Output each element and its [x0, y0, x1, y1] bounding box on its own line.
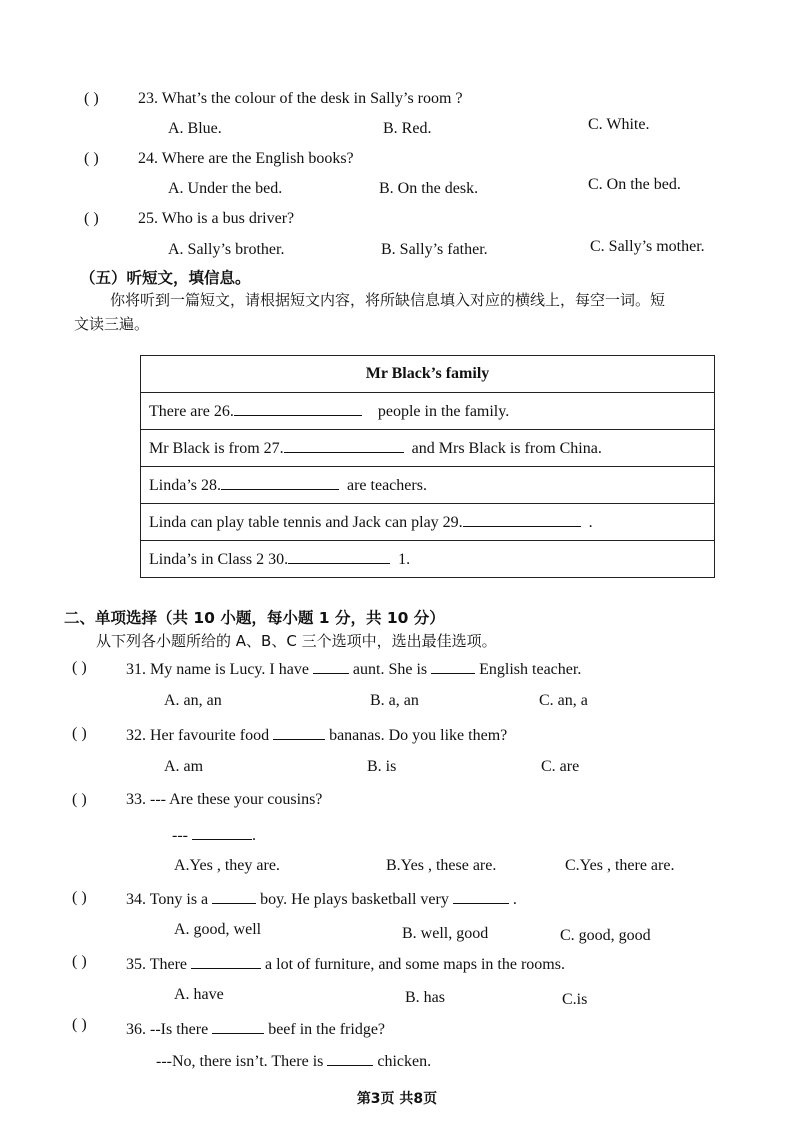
question-23	[138, 90, 463, 108]
question-number: 23.	[138, 90, 158, 107]
question-35: 35. There a lot of furniture, and some maps in the rooms.	[126, 956, 565, 973]
answer-blank[interactable]	[273, 725, 325, 740]
q31-option-c[interactable]: C. an, a	[539, 692, 588, 709]
question-text: Where are the English books?	[161, 150, 354, 167]
table-title: Mr Black’s family	[141, 356, 715, 393]
question-24	[138, 150, 354, 168]
section-instruction: 你将听到一篇短文，请根据短文内容，将所缺信息填入对应的横线上，每空一词。短	[110, 291, 666, 309]
section-title: （五）听短文，填信息。	[80, 269, 251, 287]
q31-option-b[interactable]: B. a, an	[370, 692, 419, 709]
question-36: 36. --Is there beef in the fridge?	[126, 1021, 386, 1038]
answer-blank[interactable]	[212, 889, 256, 904]
question-25-bracket[interactable]: ( )	[84, 210, 99, 227]
table-row: There are 26. people in the family.	[141, 393, 715, 430]
answer-blank[interactable]	[313, 659, 349, 674]
q24-option-c[interactable]: C. On the bed.	[588, 176, 681, 193]
section-title: 二、单项选择（共 10 小题，每小题 1 分，共 10 分）	[64, 609, 445, 627]
question-33: 33. --- Are these your cousins?	[126, 791, 323, 808]
table-row: Linda’s 28. are teachers.	[141, 467, 715, 504]
q24-option-a[interactable]: A. Under the bed.	[168, 180, 283, 197]
q23-option-b[interactable]: B. Red.	[383, 120, 432, 137]
question-34: 34. Tony is a boy. He plays basketball very .	[126, 891, 517, 908]
question-34-bracket[interactable]: ( )	[72, 889, 87, 906]
question-33-bracket[interactable]: ( )	[72, 791, 87, 808]
answer-blank-29[interactable]	[463, 512, 581, 527]
q24-option-b[interactable]: B. On the desk.	[379, 180, 479, 197]
answer-blank[interactable]	[327, 1051, 373, 1066]
answer-blank[interactable]	[191, 954, 261, 969]
question-31: 31. My name is Lucy. I have aunt. She is English teacher.	[126, 661, 582, 678]
answer-blank-27[interactable]	[284, 438, 404, 453]
q32-option-c[interactable]: C. are	[541, 758, 580, 775]
question-number: 24.	[138, 150, 158, 167]
answer-blank[interactable]	[431, 659, 475, 674]
q33-option-b[interactable]: B.Yes , these are.	[386, 857, 497, 874]
q34-option-a[interactable]: A. good, well	[174, 921, 262, 938]
q34-option-c[interactable]: C. good, good	[560, 927, 651, 944]
q35-option-c[interactable]: C.is	[562, 991, 588, 1008]
question-number: 25.	[138, 210, 158, 227]
q33-option-c[interactable]: C.Yes , there are.	[565, 857, 675, 874]
table-row: Linda can play table tennis and Jack can play 29. .	[141, 504, 715, 541]
table-row: Mr Black is from 27. and Mrs Black is from China.	[141, 430, 715, 467]
answer-blank[interactable]	[453, 889, 509, 904]
question-33-reply: --- .	[172, 827, 256, 844]
question-text: What’s the colour of the desk in Sally’s room ?	[161, 90, 463, 107]
question-32-bracket[interactable]: ( )	[72, 725, 87, 742]
q33-option-a[interactable]: A.Yes , they are.	[174, 857, 280, 874]
q25-option-a[interactable]: A. Sally’s brother.	[168, 241, 285, 258]
table-row: Linda’s in Class 2 30. 1.	[141, 541, 715, 578]
q31-option-a[interactable]: A. an, an	[164, 692, 222, 709]
question-36-reply: ---No, there isn’t. There is chicken.	[156, 1053, 432, 1070]
question-23-bracket[interactable]: ( )	[84, 90, 99, 107]
info-table	[140, 355, 715, 578]
question-35-bracket[interactable]: ( )	[72, 953, 87, 970]
answer-blank-30[interactable]	[288, 549, 390, 564]
q35-option-a[interactable]: A. have	[174, 986, 224, 1003]
section-instruction-cont: 文读三遍。	[74, 315, 150, 333]
q23-option-a[interactable]: A. Blue.	[168, 120, 222, 137]
q25-option-b[interactable]: B. Sally’s father.	[381, 241, 488, 258]
section-instruction: 从下列各小题所给的 A、B、C 三个选项中，选出最佳选项。	[96, 632, 497, 650]
answer-blank[interactable]	[212, 1019, 264, 1034]
question-31-bracket[interactable]: ( )	[72, 659, 87, 676]
question-32: 32. Her favourite food bananas. Do you like them?	[126, 727, 508, 744]
q35-option-b[interactable]: B. has	[405, 989, 445, 1006]
answer-blank-26[interactable]	[234, 401, 362, 416]
q32-option-a[interactable]: A. am	[164, 758, 204, 775]
q34-option-b[interactable]: B. well, good	[402, 925, 489, 942]
page-footer: 第3页 共8页	[356, 1091, 438, 1107]
q25-option-c[interactable]: C. Sally’s mother.	[590, 238, 705, 255]
question-36-bracket[interactable]: ( )	[72, 1016, 87, 1033]
question-text: Who is a bus driver?	[161, 210, 295, 227]
q23-option-c[interactable]: C. White.	[588, 116, 650, 133]
answer-blank[interactable]	[192, 825, 252, 840]
q32-option-b[interactable]: B. is	[367, 758, 397, 775]
question-24-bracket[interactable]: ( )	[84, 150, 99, 167]
answer-blank-28[interactable]	[221, 475, 339, 490]
question-25	[138, 210, 294, 228]
